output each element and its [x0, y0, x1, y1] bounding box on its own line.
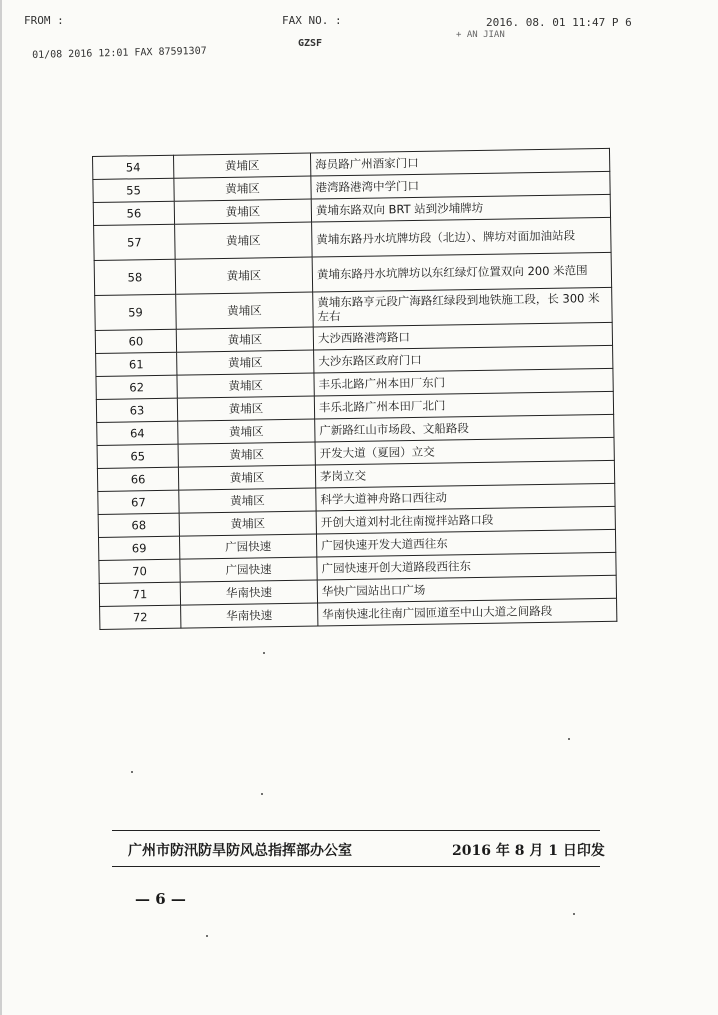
row-number-cell: 56 [93, 201, 174, 225]
location-cell: 开创大道刘村北往南搅拌站路口段 [316, 506, 615, 534]
row-number-cell: 72 [100, 605, 181, 629]
area-cell: 黄埔区 [178, 442, 315, 467]
location-cell: 广园快速开发大道西往东 [316, 529, 615, 557]
issuer-text: 广州市防汛防旱防风总指挥部办公室 [128, 843, 352, 859]
footer-bottom-rule [112, 866, 600, 867]
footer-top-rule [112, 830, 600, 831]
area-cell: 黄埔区 [174, 176, 311, 201]
location-cell: 黄埔东路丹水坑牌坊以东红绿灯位置双向 200 米范围 [312, 252, 612, 292]
area-cell: 黄埔区 [173, 153, 310, 178]
row-number-cell: 64 [97, 421, 178, 445]
area-cell: 黄埔区 [178, 465, 315, 490]
location-cell: 丰乐北路广州本田厂东门 [314, 368, 613, 396]
row-number-cell: 65 [97, 444, 178, 468]
fax-smudge-text: + AN JIAN [456, 30, 505, 40]
location-cell: 大沙西路港湾路口 [313, 322, 612, 350]
location-cell: 广新路红山市场段、文船路段 [315, 414, 614, 442]
area-cell: 黄埔区 [178, 419, 315, 444]
row-number-cell: 67 [98, 490, 179, 514]
area-cell: 黄埔区 [179, 511, 316, 536]
area-cell: 黄埔区 [179, 488, 316, 513]
row-number-cell: 54 [93, 155, 174, 179]
location-cell: 茅岗立交 [315, 460, 614, 488]
row-number-cell: 57 [94, 224, 176, 260]
area-cell: 黄埔区 [174, 199, 311, 224]
location-cell: 港湾路港湾中学门口 [311, 171, 610, 199]
location-cell: 丰乐北路广州本田厂北门 [314, 391, 613, 419]
fax-datetime: 2016. 08. 01 11:47 P 6 [486, 16, 632, 29]
area-cell: 黄埔区 [177, 350, 314, 375]
area-cell: 黄埔区 [177, 373, 314, 398]
location-cell: 黄埔东路双向 BRT 站到沙埔牌坊 [311, 194, 610, 222]
location-cell: 科学大道神舟路口西往动 [316, 483, 615, 511]
location-cell: 开发大道（夏园）立交 [315, 437, 614, 465]
area-cell: 黄埔区 [176, 327, 313, 352]
row-number-cell: 63 [96, 398, 177, 422]
area-cell: 黄埔区 [177, 396, 314, 421]
location-table [92, 148, 617, 630]
location-cell: 华快广园站出口广场 [317, 575, 616, 603]
location-cell: 大沙东路区政府门口 [314, 345, 613, 373]
area-cell: 广园快速 [179, 534, 316, 559]
page-number: — 6 — [135, 890, 186, 908]
area-cell: 黄埔区 [175, 257, 313, 294]
row-number-cell: 70 [99, 559, 180, 583]
row-number-cell: 58 [94, 259, 176, 295]
area-cell: 华南快速 [181, 603, 318, 628]
issue-date-text: 2016 年 8 月 1 日印发 [452, 843, 605, 859]
fax-transmission-line: 01/08 2016 12:01 FAX 87591307 [32, 45, 207, 61]
row-number-cell: 66 [97, 467, 178, 491]
location-cell: 华南快速北往南广园匝道至中山大道之间路段 [318, 598, 617, 626]
scan-speck [263, 652, 265, 654]
location-cell: 海员路广州酒家门口 [310, 148, 609, 176]
scan-speck [261, 793, 263, 795]
location-cell: 广园快速开创大道路段西往东 [317, 552, 616, 580]
scan-speck [131, 771, 133, 773]
location-cell: 黄埔东路丹水坑牌坊段（北边）、牌坊对面加油站段 [312, 217, 612, 257]
location-cell: 黄埔东路亨元段广海路红绿段到地铁施工段，长 300 米左右 [313, 287, 613, 327]
fax-code: GZSF [298, 38, 323, 49]
fax-number-label: FAX NO. : [282, 14, 342, 27]
scan-speck [568, 738, 570, 740]
row-number-cell: 71 [99, 582, 180, 606]
fax-from-label: FROM : [24, 14, 64, 27]
row-number-cell: 59 [95, 294, 177, 330]
area-cell: 广园快速 [180, 557, 317, 582]
row-number-cell: 69 [98, 536, 179, 560]
scan-speck [573, 913, 575, 915]
row-number-cell: 62 [96, 375, 177, 399]
row-number-cell: 60 [95, 329, 176, 353]
row-number-cell: 68 [98, 513, 179, 537]
scan-speck [206, 935, 208, 937]
area-cell: 黄埔区 [175, 222, 313, 259]
area-cell: 华南快速 [180, 580, 317, 605]
row-number-cell: 55 [93, 178, 174, 202]
left-scan-edge [0, 0, 2, 1015]
row-number-cell: 61 [96, 352, 177, 376]
area-cell: 黄埔区 [176, 292, 314, 329]
